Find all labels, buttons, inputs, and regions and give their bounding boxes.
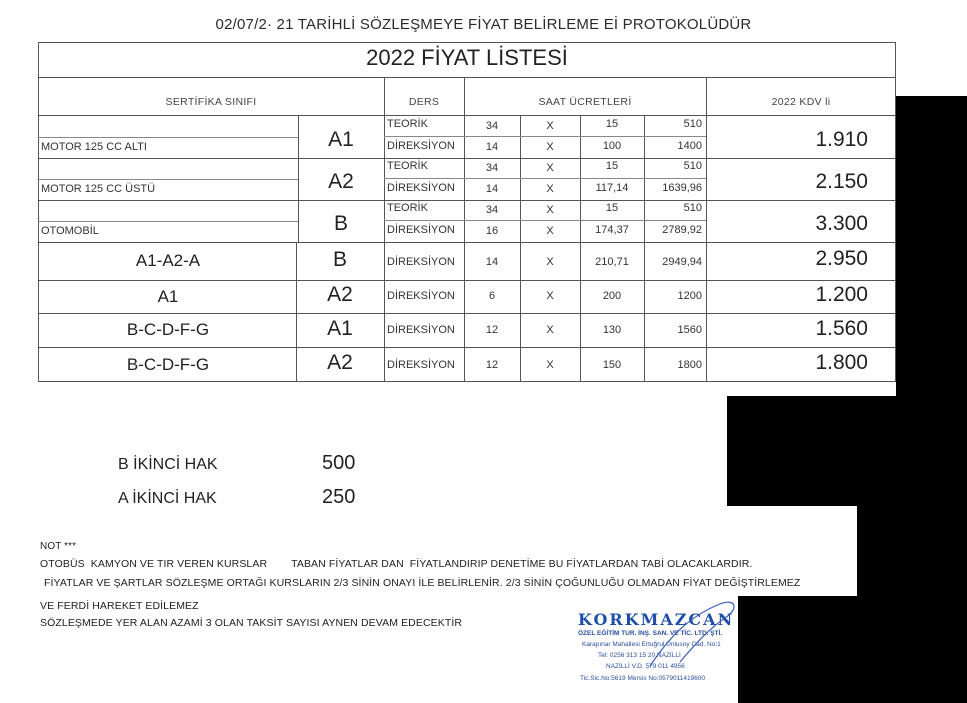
grid-hline — [38, 200, 896, 201]
second-right-value: 250 — [322, 486, 356, 508]
row-class: A2 — [327, 351, 353, 374]
hours-cell: 14 — [485, 141, 499, 153]
row-label: MOTOR 125 CC ÜSTÜ — [41, 183, 156, 195]
note-line: VE FERDİ HAREKET EDİLEMEZ — [40, 600, 199, 612]
ders-cell: TEORİK — [387, 160, 428, 172]
hours-cell: 12 — [485, 359, 499, 371]
total-cell: 510 — [683, 202, 702, 214]
hours-cell: 12 — [485, 324, 499, 336]
row-label: A1 — [157, 287, 179, 306]
x-cell: X — [546, 256, 554, 268]
ders-cell: DİREKSİYON — [387, 256, 455, 268]
row-label: A1-A2-A — [135, 251, 201, 270]
grid-subline — [38, 179, 298, 180]
total-cell: 510 — [683, 118, 702, 130]
grid-hline — [38, 158, 896, 159]
table-title: 2022 FİYAT LİSTESİ — [366, 45, 568, 70]
total-cell: 1800 — [677, 359, 702, 371]
grid-vline — [580, 116, 581, 382]
x-cell: X — [546, 324, 554, 336]
rate-cell: 130 — [602, 324, 622, 336]
ders-cell: TEORİK — [387, 118, 428, 130]
col-header-saat: SAAT ÜCRETLERİ — [538, 96, 632, 108]
x-cell: X — [546, 120, 554, 132]
kdv-price: 2.150 — [815, 170, 868, 193]
stamp-line: ÖZEL EĞİTİM TUR. İNŞ. SAN. VE TİC. LTD. ŞTİ. — [578, 630, 723, 637]
grid-vline — [384, 78, 385, 382]
x-cell: X — [546, 290, 554, 302]
total-cell: 2789,92 — [662, 224, 702, 236]
stamp-line: Karapınar Mahallesi Ertuğrul Unlusoy Cad. No:1 — [582, 641, 721, 648]
second-right-label: A İKİNCİ HAK — [118, 490, 217, 507]
ders-cell: DİREKSİYON — [387, 140, 455, 152]
grid-vline — [520, 116, 521, 382]
x-cell: X — [546, 162, 554, 174]
second-right-label: B İKİNCİ HAK — [118, 456, 218, 473]
grid-hline — [38, 242, 896, 243]
redaction-block — [896, 96, 967, 396]
row-class: A2 — [327, 283, 353, 306]
grid-subline — [384, 220, 706, 221]
second-right-value: 500 — [322, 452, 356, 474]
stamp-line: NAZİLLİ V.D. 579 011 4956 — [606, 663, 685, 670]
row-class: A2 — [328, 170, 354, 193]
grid-subline — [384, 136, 706, 137]
ders-cell: DİREKSİYON — [387, 224, 455, 236]
document-header: 02/07/2· 21 TARİHLİ SÖZLEŞMEYE FİYAT BELİRLEME Eİ PROTOKOLÜDÜR — [215, 16, 752, 33]
redaction-block — [738, 596, 967, 703]
grid-hline — [38, 347, 896, 348]
ders-cell: TEORİK — [387, 202, 428, 214]
hours-cell: 34 — [485, 120, 499, 132]
stamp-line: Tel: 0256 313 15 20 NAZİLLİ — [598, 652, 681, 659]
grid-vline — [644, 116, 645, 382]
kdv-price: 2.950 — [815, 247, 868, 270]
hours-cell: 14 — [485, 183, 499, 195]
row-class: B — [333, 212, 348, 235]
x-cell: X — [546, 204, 554, 216]
grid-hline — [38, 280, 896, 281]
note-line: FİYATLAR VE ŞARTLAR SÖZLEŞME ORTAĞI KURSLARIN 2/3 SİNİN ONAYI İLE BELİRLENİR. 2/3 SİNİN ÇOĞUNLUĞU OLMADAN FİYAT DEĞİŞTİRLEMEZ — [44, 577, 801, 589]
row-label: B-C-D-F-G — [126, 320, 210, 339]
note-heading: NOT *** — [40, 541, 77, 552]
total-cell: 1560 — [677, 324, 702, 336]
rate-cell: 210,71 — [595, 256, 629, 268]
x-cell: X — [546, 183, 554, 195]
total-cell: 510 — [683, 160, 702, 172]
grid-subline — [38, 137, 298, 138]
stamp-line: Tic.Sic.No:5619 Mersis No:0579011419600 — [580, 675, 706, 682]
row-label: OTOMOBİL — [41, 225, 99, 237]
rate-cell: 200 — [602, 290, 622, 302]
kdv-price: 3.300 — [815, 212, 868, 235]
rate-cell: 150 — [602, 359, 622, 371]
total-cell: 2949,94 — [662, 256, 702, 268]
grid-hline — [38, 313, 896, 314]
col-header-kdv: 2022 KDV li — [771, 96, 831, 108]
row-class: A1 — [327, 317, 353, 340]
hours-cell: 6 — [488, 290, 496, 302]
grid-subline — [38, 221, 298, 222]
x-cell: X — [546, 359, 554, 371]
hours-cell: 16 — [485, 225, 499, 237]
redaction-block — [727, 396, 967, 506]
hours-cell: 14 — [485, 256, 499, 268]
row-label: MOTOR 125 CC ALTI — [41, 141, 147, 153]
redaction-block — [857, 506, 967, 596]
x-cell: X — [546, 141, 554, 153]
rate-cell: 117,14 — [595, 182, 629, 194]
row-label: B-C-D-F-G — [126, 355, 210, 374]
grid-subline — [384, 178, 706, 179]
rate-cell: 15 — [605, 160, 619, 172]
rate-cell: 100 — [602, 140, 622, 152]
kdv-price: 1.910 — [815, 128, 868, 151]
kdv-price: 1.560 — [815, 317, 868, 340]
total-cell: 1200 — [677, 290, 702, 302]
hours-cell: 34 — [485, 162, 499, 174]
col-header-ders: DERS — [408, 96, 440, 108]
total-cell: 1639,96 — [662, 182, 702, 194]
kdv-price: 1.200 — [815, 283, 868, 306]
hours-cell: 34 — [485, 204, 499, 216]
rate-cell: 15 — [605, 118, 619, 130]
ders-cell: DİREKSİYON — [387, 324, 455, 336]
ders-cell: DİREKSİYON — [387, 290, 455, 302]
ders-cell: DİREKSİYON — [387, 182, 455, 194]
note-line: SÖZLEŞMEDE YER ALAN AZAMİ 3 OLAN TAKSİT SAYISI AYNEN DEVAM EDECEKTİR — [40, 617, 463, 629]
col-header-sertifika: SERTİFİKA SINIFI — [165, 96, 257, 108]
signature-scribble — [640, 596, 750, 676]
kdv-price: 1.800 — [815, 351, 868, 374]
rate-cell: 174,37 — [595, 224, 629, 236]
x-cell: X — [546, 225, 554, 237]
row-class: A1 — [328, 128, 354, 151]
rate-cell: 15 — [605, 202, 619, 214]
total-cell: 1400 — [677, 140, 702, 152]
ders-cell: DİREKSİYON — [387, 359, 455, 371]
stamp-company-name: KORKMAZCAN — [578, 610, 735, 629]
note-line: OTOBÜS KAMYON VE TIR VEREN KURSLAR TABAN FİYATLAR DAN FİYATLANDIRIP DENETİME BU FİYATLARDAN TABİ OLACAKLARDIR. — [40, 558, 753, 570]
row-class: B — [332, 248, 347, 271]
